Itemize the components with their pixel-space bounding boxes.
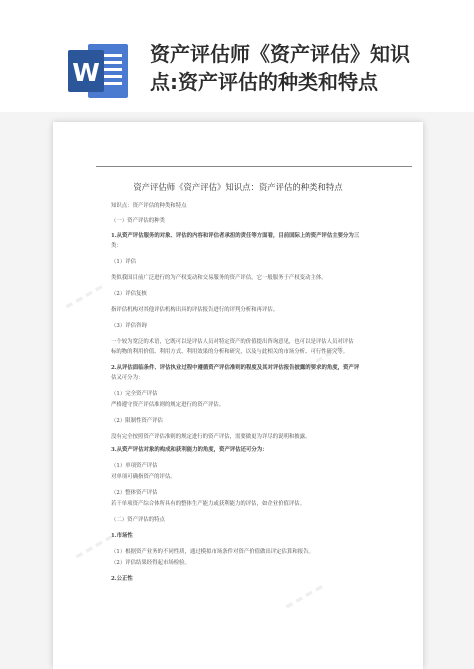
document-paragraph: 估又可分为： xyxy=(111,375,144,381)
document-paragraph: （一）资产评估的种类 xyxy=(111,218,165,224)
page-header xyxy=(0,0,474,112)
document-paragraph: 1.从资产评估服务的对象、评估的内容和评估者承担的责任等方面看，目前国际上的资产评估主要分为三 xyxy=(111,233,360,239)
document-paragraph: 2.公正性 xyxy=(111,576,133,582)
page-title-line-2: 点:资产评估的种类和特点 xyxy=(150,70,378,94)
page-title-line-1: 资产评估师《资产评估》知识 xyxy=(150,42,410,66)
document-paragraph: （2）限制性资产评估 xyxy=(111,418,163,424)
watermark: ▬ ▬ ▬ ▬ xyxy=(283,582,326,612)
document-paragraph: 没有完全按照资产评估准则的规定进行的资产评估，需要做更为详尽的说明和披露。 xyxy=(111,434,311,440)
document-paragraph: 2.从评估面临条件、评估执业过程中遵循资产评估准则的程度及其对评估报告披露的要求的角度，资产评 xyxy=(111,365,360,371)
watermark: ▬ ▬ ▬ ▬ xyxy=(303,342,346,372)
document-paragraph: 1.市场性 xyxy=(111,533,133,539)
document-paragraph: （2）评估结果经得起市场检验。 xyxy=(111,560,190,566)
watermark: ▬ ▬ ▬ ▬ xyxy=(63,282,106,312)
document-paragraph: 一个较为宽泛的术语，它既可以是评估人员对特定资产的价值提出咨询意见，也可以是评估人员对评估 xyxy=(111,339,354,345)
document-paragraph: 知识点：资产评估的种类和特点 xyxy=(111,203,187,209)
document-paragraph: （二）资产评估的特点 xyxy=(111,517,165,523)
word-icon-letter: W xyxy=(72,58,100,87)
document-paragraph: 对单项可确指资产的评估。 xyxy=(111,474,176,480)
document-body xyxy=(111,202,416,583)
document-paragraph: 类似我国目前广泛进行的为产权变动和交易服务的资产评估，它一般服务于产权变动主体。 xyxy=(111,275,327,281)
document-paragraph: （1）根据资产业务的不同性质，通过模拟市场条件对资产价值做出评定估算和报告。 xyxy=(111,549,314,555)
document-paragraph: （1）评估 xyxy=(111,259,136,265)
document-paragraph: （2）整体资产评估 xyxy=(111,490,158,496)
document-paragraph: 严格遵守资产评估准则的规定进行的资产评估。 xyxy=(111,402,225,408)
document-paragraph: 若干单项资产综合体所具有的整体生产能力或获利能力的评估，如企业价值评估。 xyxy=(111,501,306,507)
document-paragraph: 类： xyxy=(111,243,122,249)
page-title xyxy=(150,40,460,96)
document-paragraph: （1）完全资产评估 xyxy=(111,391,158,397)
word-document-icon xyxy=(66,40,132,102)
document-paragraph: （2）评估复核 xyxy=(111,291,147,297)
document-preview[interactable] xyxy=(53,122,423,669)
document-paragraph: （1）单项资产评估 xyxy=(111,463,158,469)
watermark: ▬ ▬ ▬ ▬ xyxy=(73,532,116,562)
document-paragraph: 标的物的利用价值、利用方式、利用效果的分析和研究，以及与此相关的市场分析、可行性研究等。 xyxy=(111,349,349,355)
document-paragraph: 指评估机构对其他评估机构出具的评估报告进行的评判分析和再评估。 xyxy=(111,307,279,313)
document-paragraph: 3.从资产评估对象的构成和获利能力的角度，资产评估还可分为： xyxy=(111,447,268,453)
document-title: 资产评估师《资产评估》知识点：资产评估的种类和特点 xyxy=(133,182,343,192)
document-paragraph: （3）评估咨询 xyxy=(111,323,147,329)
header-rule xyxy=(96,166,412,167)
